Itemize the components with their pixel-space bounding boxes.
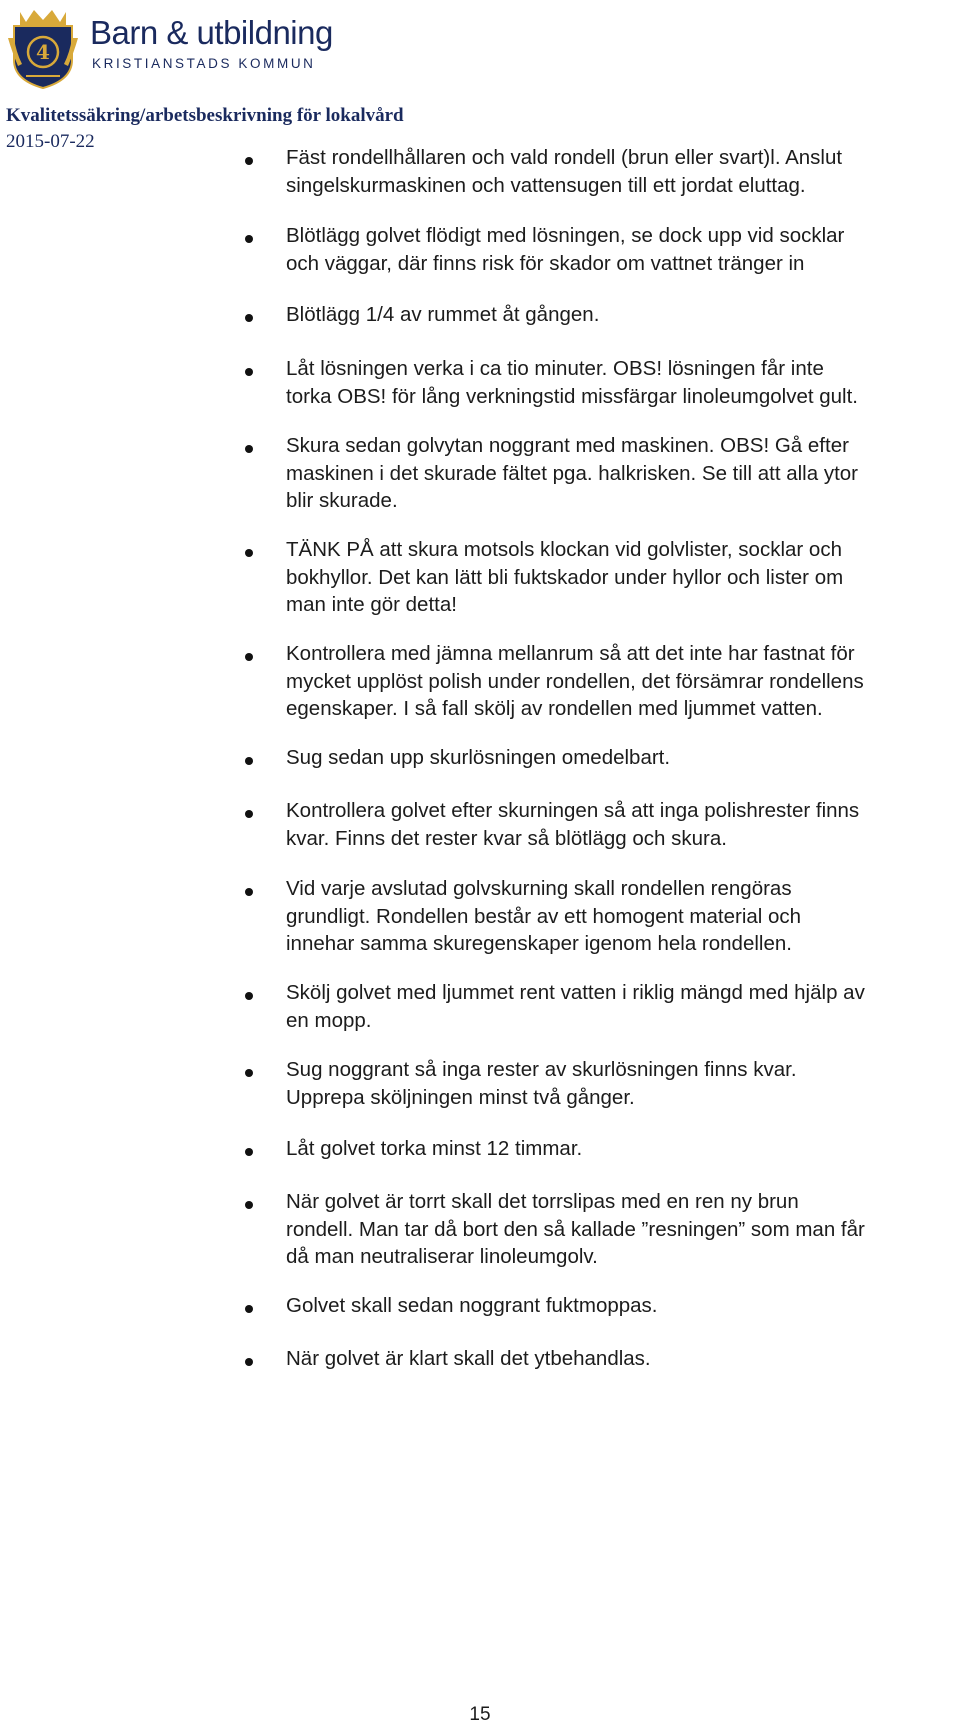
list-item-text: När golvet är torrt skall det torrslipas med en ren ny brun rondell. Man tar då bort den så kallade ”resningen” som man får då man neutraliserar linoleumgolv. (286, 1190, 865, 1268)
list-item-text: Sug sedan upp skurlösningen omedelbart. (286, 746, 671, 769)
list-item-text: TÄNK PÅ att skura motsols klockan vid golvlister, socklar och bokhyllor. Det kan lätt bli fuktskador under hyllor och lister om man inte gör detta! (286, 538, 844, 616)
page-number: 15 (469, 1704, 491, 1725)
bullet-icon (245, 445, 253, 453)
bullet-icon (245, 888, 253, 896)
list-item-text: Blötlägg 1/4 av rummet åt gången. (286, 303, 600, 326)
list-item-text: Kontrollera golvet efter skurningen så att inga polishrester finns kvar. Finns det rester kvar så blötlägg och skura. (286, 799, 860, 850)
bullet-icon (245, 757, 253, 765)
list-item-text: Fäst rondellhållaren och vald rondell (brun eller svart)l. Anslut singelskurmaskinen och vattensugen till ett jordat eluttag. (286, 146, 843, 197)
list-item-text: Låt golvet torka minst 12 timmar. (286, 1137, 583, 1160)
bullet-icon (245, 314, 253, 322)
list-item-text: Skura sedan golvytan noggrant med maskinen. OBS! Gå efter maskinen i det skurade fältet pga. halkrisken. Se till att alla ytor blir skurade. (286, 434, 859, 512)
svg-text:4: 4 (36, 40, 50, 64)
bullet-icon (245, 1069, 253, 1077)
list-item-text: Blötlägg golvet flödigt med lösningen, se dock upp vid socklar och väggar, där finns risk för skador om vattnet tränger in (286, 224, 845, 275)
bullet-icon (245, 549, 253, 557)
organization-name: Barn & utbildning (90, 14, 333, 51)
organization-municipality: KRISTIANSTADS KOMMUN (92, 56, 316, 71)
bullet-icon (245, 1358, 253, 1366)
bullet-icon (245, 235, 253, 243)
list-item-text: Sug noggrant så inga rester av skurlösningen finns kvar. Upprepa sköljningen minst två gånger. (286, 1058, 797, 1109)
bullet-icon (245, 810, 253, 818)
list-item-text: När golvet är klart skall det ytbehandlas. (286, 1347, 651, 1370)
header-logo-block (6, 4, 366, 90)
list-item-text: Vid varje avslutad golvskurning skall rondellen rengöras grundligt. Rondellen består av ett homogent material och innehar samma skuregenskaper igenom hela rondellen. (286, 877, 802, 955)
bullet-icon (245, 157, 253, 165)
bullet-icon (245, 1148, 253, 1156)
list-item-text: Skölj golvet med ljummet rent vatten i riklig mängd med hjälp av en mopp. (286, 981, 865, 1032)
document-date: 2015-07-22 (6, 131, 95, 152)
list-item-text: Låt lösningen verka i ca tio minuter. OBS! lösningen får inte torka OBS! för lång verkningstid missfärgar linoleumgolvet gult. (286, 357, 858, 408)
kristianstad-crest-icon (6, 4, 80, 90)
bullet-icon (245, 1305, 253, 1313)
bullet-icon (245, 368, 253, 376)
bullet-icon (245, 1201, 253, 1209)
list-item-text: Golvet skall sedan noggrant fuktmoppas. (286, 1294, 658, 1317)
bullet-icon (245, 653, 253, 661)
document-title: Kvalitetssäkring/arbetsbeskrivning för lokalvård (6, 105, 404, 126)
bullet-icon (245, 992, 253, 1000)
list-item-text: Kontrollera med jämna mellanrum så att det inte har fastnat för mycket upplöst polish under rondellen, det försämrar rondellens egenskaper. I så fall skölj av rondellen med ljummet vatten. (286, 642, 864, 720)
